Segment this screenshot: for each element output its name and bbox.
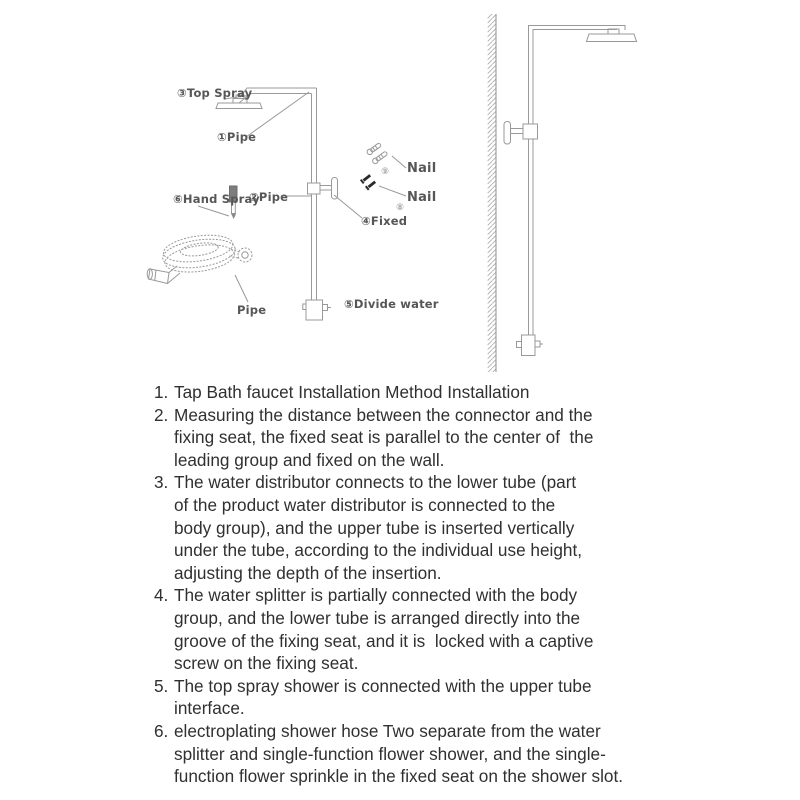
label-divide-water: ⑤Divide water <box>344 297 439 311</box>
label-pipe-upper: ①Pipe <box>217 130 257 144</box>
instruction-number: 6. <box>154 720 169 741</box>
instruction-number: 3. <box>154 472 169 493</box>
label-pipe-lower: ②Pipe <box>249 190 289 204</box>
installed-divider <box>517 335 544 356</box>
hand-spray-leader <box>198 206 229 216</box>
instruction-line: group, and the lower tube is arranged directly into the <box>174 607 581 628</box>
instruction-line: fixing seat, the fixed seat is parallel to the center of the <box>174 427 594 448</box>
instruction-item <box>154 404 694 472</box>
instruction-number: 4. <box>154 585 169 606</box>
nail-icons <box>360 173 377 190</box>
nail-screw-leader <box>379 186 406 196</box>
label-nail-screw: Nail <box>407 190 437 205</box>
shower-hose <box>160 231 237 276</box>
instruction-line: Measuring the distance between the connector and the <box>174 404 593 425</box>
wall-anchor-icons <box>366 142 388 165</box>
instruction-item <box>154 675 694 720</box>
instruction-line: The water distributor connects to the lower tube (part <box>174 472 577 493</box>
instruction-line: electroplating shower hose Two separate from the water <box>174 720 601 741</box>
instruction-line: leading group and fixed on the wall. <box>174 449 445 470</box>
water-divider <box>303 300 331 320</box>
instruction-line: body group), and the upper tube is inserted vertically <box>174 517 575 538</box>
instruction-line: The water splitter is partially connected with the body <box>174 585 578 606</box>
label-hose-pipe: Pipe <box>237 303 267 317</box>
instruction-number: 2. <box>154 404 169 425</box>
instruction-line: Tap Bath faucet Installation Method Installation <box>174 382 530 402</box>
instruction-line: interface. <box>174 698 245 719</box>
label-top-spray: ③Top Spray <box>177 86 253 100</box>
installed-bracket <box>504 122 538 145</box>
instruction-line: under the tube, according to the individual use height, <box>174 540 583 561</box>
label-nail-anchor: Nail <box>407 161 437 176</box>
badge-nail-anchor: ⑨ <box>381 167 390 177</box>
badge-nail-screw: ⑧ <box>396 203 405 213</box>
instruction-number: 5. <box>154 675 169 696</box>
instruction-line: splitter and single-function flower shower, and the single- <box>174 743 606 764</box>
wall <box>488 14 497 372</box>
instructions-list <box>154 381 694 788</box>
installed-top-spray <box>587 29 637 42</box>
hose-pipe-leader <box>235 275 248 302</box>
instruction-line: The top spray shower is connected with the upper tube <box>174 675 592 696</box>
nail-anchor-leader <box>392 156 406 168</box>
instruction-line: function flower sprinkle in the fixed seat on the shower slot. <box>174 766 624 787</box>
instruction-item <box>154 584 694 674</box>
instruction-item <box>154 720 694 788</box>
instruction-line: adjusting the depth of the insertion. <box>174 562 442 583</box>
instruction-item <box>154 471 694 584</box>
instruction-number: 1. <box>154 382 169 402</box>
installed-view <box>488 14 637 372</box>
installed-pipe <box>529 26 626 336</box>
instruction-item <box>154 381 694 404</box>
label-hand-spray: ⑥Hand Spray <box>173 192 260 206</box>
instruction-line: screw on the fixing seat. <box>174 653 359 674</box>
diagram-lineart <box>0 0 800 378</box>
instruction-line: of the product water distributor is connected to the <box>174 494 556 515</box>
fixed-leader <box>334 195 362 218</box>
label-fixed: ④Fixed <box>361 214 408 228</box>
hose-end-connector <box>230 248 253 262</box>
hose-cone-end <box>147 266 180 284</box>
instruction-line: groove of the fixing seat, and it is locked with a captive <box>174 630 594 651</box>
